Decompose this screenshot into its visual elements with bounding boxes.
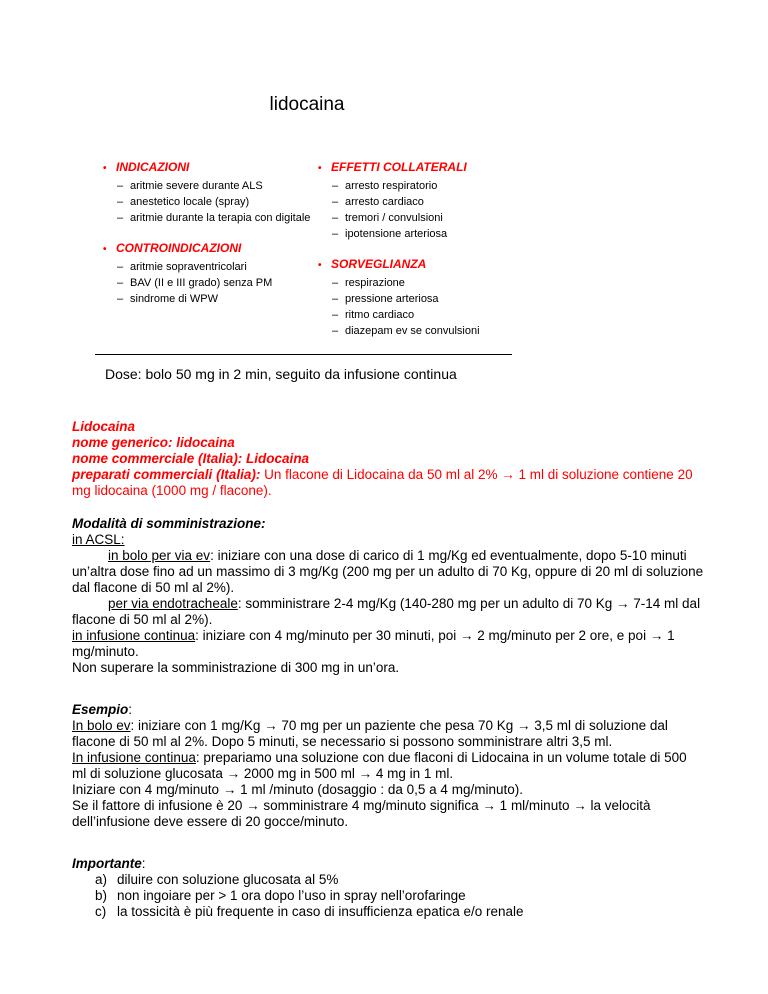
bullet-icon: • xyxy=(318,163,322,174)
list-item-text: diazepam ev se convulsioni xyxy=(345,325,480,337)
section-header-label: EFFETTI COLLATERALI xyxy=(331,160,467,174)
dash-icon: – xyxy=(332,325,339,337)
example-bolus-lead: In bolo ev xyxy=(72,718,131,733)
list-item-text: anestetico locale (spray) xyxy=(130,196,250,208)
example-infusion-paragraph xyxy=(72,750,704,782)
example-heading-line xyxy=(72,702,704,718)
column-right xyxy=(315,160,520,340)
generic-name: nome generico: lidocaina xyxy=(72,435,235,450)
dose-line: Dose: bolo 50 mg in 2 min, seguito da infusione continua xyxy=(105,366,457,382)
section-header-label: SORVEGLIANZA xyxy=(331,257,427,271)
example-start-line: Iniziare con 4 mg/minuto → 1 ml /minuto (dosaggio : da 0,5 a 4 mg/minuto). xyxy=(72,782,523,797)
list-item-text: aritmie durante la terapia con digitale xyxy=(130,212,311,224)
preparations-line xyxy=(72,467,704,499)
section-header-label: INDICAZIONI xyxy=(116,160,190,174)
list-item-text: aritmie sopraventricolari xyxy=(130,261,247,273)
list-item xyxy=(315,227,520,241)
dash-icon: – xyxy=(117,277,124,289)
acsl-line xyxy=(72,532,704,548)
dash-icon: – xyxy=(117,180,124,192)
section-header xyxy=(315,160,520,176)
list-item xyxy=(100,195,315,209)
important-section xyxy=(72,856,704,920)
example-heading-colon: : xyxy=(128,702,133,717)
infusion-paragraph xyxy=(72,628,704,660)
administration-section xyxy=(72,516,704,676)
dash-icon: – xyxy=(117,212,124,224)
infusion-lead: in infusione continua xyxy=(72,628,196,643)
slide-region xyxy=(72,94,542,383)
indications-section xyxy=(100,160,315,225)
example-bolus-paragraph xyxy=(72,718,704,750)
commercial-name: nome commerciale (Italia): Lidocaina xyxy=(72,451,310,466)
dash-icon: – xyxy=(332,309,339,321)
list-item-text: aritmie severe durante ALS xyxy=(130,180,263,192)
list-item-text: BAV (II e III grado) senza PM xyxy=(130,277,273,289)
list-item-text: sindrome di WPW xyxy=(130,293,219,305)
page-title: lidocaina xyxy=(269,94,345,115)
endotracheal-text: : somministrare 2-4 mg/Kg (140-280 mg per un adulto di 70 Kg → 7-14 ml dal flacone di 50 ml al 2%). xyxy=(72,596,701,627)
endotracheal-lead: per via endotracheale xyxy=(108,596,238,611)
section-header-label: CONTROINDICAZIONI xyxy=(116,241,242,255)
list-item-text: ipotensione arteriosa xyxy=(345,228,448,240)
example-infusion-text: : prepariamo una soluzione con due flaconi di Lidocaina in un volume totale di 500 ml di soluzione glucosata → 2000 mg in 500 ml → 4 mg in 1 ml. xyxy=(72,750,687,781)
list-item xyxy=(72,872,704,888)
example-section xyxy=(72,702,704,830)
endotracheal-paragraph xyxy=(72,596,704,628)
list-item-text: respirazione xyxy=(345,277,405,289)
list-item xyxy=(72,888,704,904)
important-heading-line xyxy=(72,856,704,872)
dash-icon: – xyxy=(117,196,124,208)
list-marker: b) xyxy=(95,888,108,903)
list-item-text: non ingoiare per > 1 ora dopo l’uso in spray nell’orofaringe xyxy=(117,888,466,903)
preparations-label: preparati commerciali (Italia): xyxy=(72,467,261,482)
infusion-text: : iniziare con 4 mg/minuto per 30 minuti, poi → 2 mg/minuto per 2 ore, e poi → 1 mg/minuto. xyxy=(72,628,675,659)
dash-icon: – xyxy=(117,261,124,273)
dash-icon: – xyxy=(332,180,339,192)
bolus-ev-lead: in bolo per via ev xyxy=(108,548,211,563)
list-item-text: diluire con soluzione glucosata al 5% xyxy=(117,872,339,887)
list-item xyxy=(100,276,315,290)
list-item-text: tremori / convulsioni xyxy=(345,212,443,224)
list-item-text: arresto cardiaco xyxy=(345,196,424,208)
divider-line xyxy=(95,354,512,355)
important-heading-colon: : xyxy=(141,856,146,871)
section-header xyxy=(100,241,315,257)
max-dose-note: Non superare la somministrazione di 300 mg in un’ora. xyxy=(72,660,400,675)
list-item xyxy=(72,904,704,920)
section-header xyxy=(315,257,520,273)
list-item xyxy=(315,292,520,306)
bullet-icon: • xyxy=(103,244,107,255)
drug-name: Lidocaina xyxy=(72,419,136,434)
list-item-text: ritmo cardiaco xyxy=(345,309,415,321)
example-heading: Esempio xyxy=(72,702,129,717)
bolus-ev-paragraph xyxy=(72,548,704,596)
column-left xyxy=(100,160,315,340)
example-factor-line: Se il fattore di infusione è 20 → somministrare 4 mg/minuto significa → 1 ml/minuto → la velocità dell’infusione deve essere di 20 gocce/minuto. xyxy=(72,798,651,829)
dash-icon: – xyxy=(332,212,339,224)
dash-icon: – xyxy=(332,228,339,240)
list-marker: a) xyxy=(95,872,108,887)
list-item-text: arresto respiratorio xyxy=(345,180,438,192)
list-item xyxy=(100,260,315,274)
list-item xyxy=(315,211,520,225)
surveillance-section xyxy=(315,257,520,338)
list-item xyxy=(315,195,520,209)
bullet-icon: • xyxy=(318,260,322,271)
list-item xyxy=(100,292,315,306)
section-header xyxy=(100,160,315,176)
list-item-text: la tossicità è più frequente in caso di insufficienza epatica e/o renale xyxy=(117,904,524,919)
important-heading: Importante xyxy=(72,856,142,871)
list-item xyxy=(315,179,520,193)
list-item xyxy=(315,324,520,338)
list-item xyxy=(315,276,520,290)
dash-icon: – xyxy=(117,293,124,305)
example-infusion-lead: In infusione continua xyxy=(72,750,196,765)
bullet-icon: • xyxy=(103,163,107,174)
acsl-label: in ACSL: xyxy=(72,532,125,547)
dash-icon: – xyxy=(332,293,339,305)
preparations-text: Un flacone di Lidocaina da 50 ml al 2% → 1 ml di soluzione contiene 20 mg lidocaina (1000 mg / flacone). xyxy=(72,467,693,498)
administration-heading: Modalità di somministrazione: xyxy=(72,516,266,531)
example-bolus-text: : iniziare con 1 mg/Kg → 70 mg per un paziente che pesa 70 Kg → 3,5 ml di soluzione dal flacone di 50 ml al 2%. Dopo 5 minuti, se necessario si possono somministrare altri 3,5 ml. xyxy=(72,718,668,749)
contraindications-section xyxy=(100,241,315,306)
list-item xyxy=(315,308,520,322)
dash-icon: – xyxy=(332,196,339,208)
side-effects-section xyxy=(315,160,520,241)
dash-icon: – xyxy=(332,277,339,289)
list-item xyxy=(100,211,315,225)
important-list xyxy=(72,872,704,920)
list-item-text: pressione arteriosa xyxy=(345,293,439,305)
list-marker: c) xyxy=(95,904,107,919)
bolus-ev-text: : iniziare con una dose di carico di 1 mg/Kg ed eventualmente, dopo 5-10 minuti un’altra dose fino ad un massimo di 3 mg/Kg (200 mg per un adulto di 70 Kg, oppure di 20 ml di soluzione dal flacone di 50 ml al 2%). xyxy=(72,548,704,595)
drug-info-block xyxy=(72,419,704,499)
bullet-columns xyxy=(100,160,542,340)
list-item xyxy=(100,179,315,193)
